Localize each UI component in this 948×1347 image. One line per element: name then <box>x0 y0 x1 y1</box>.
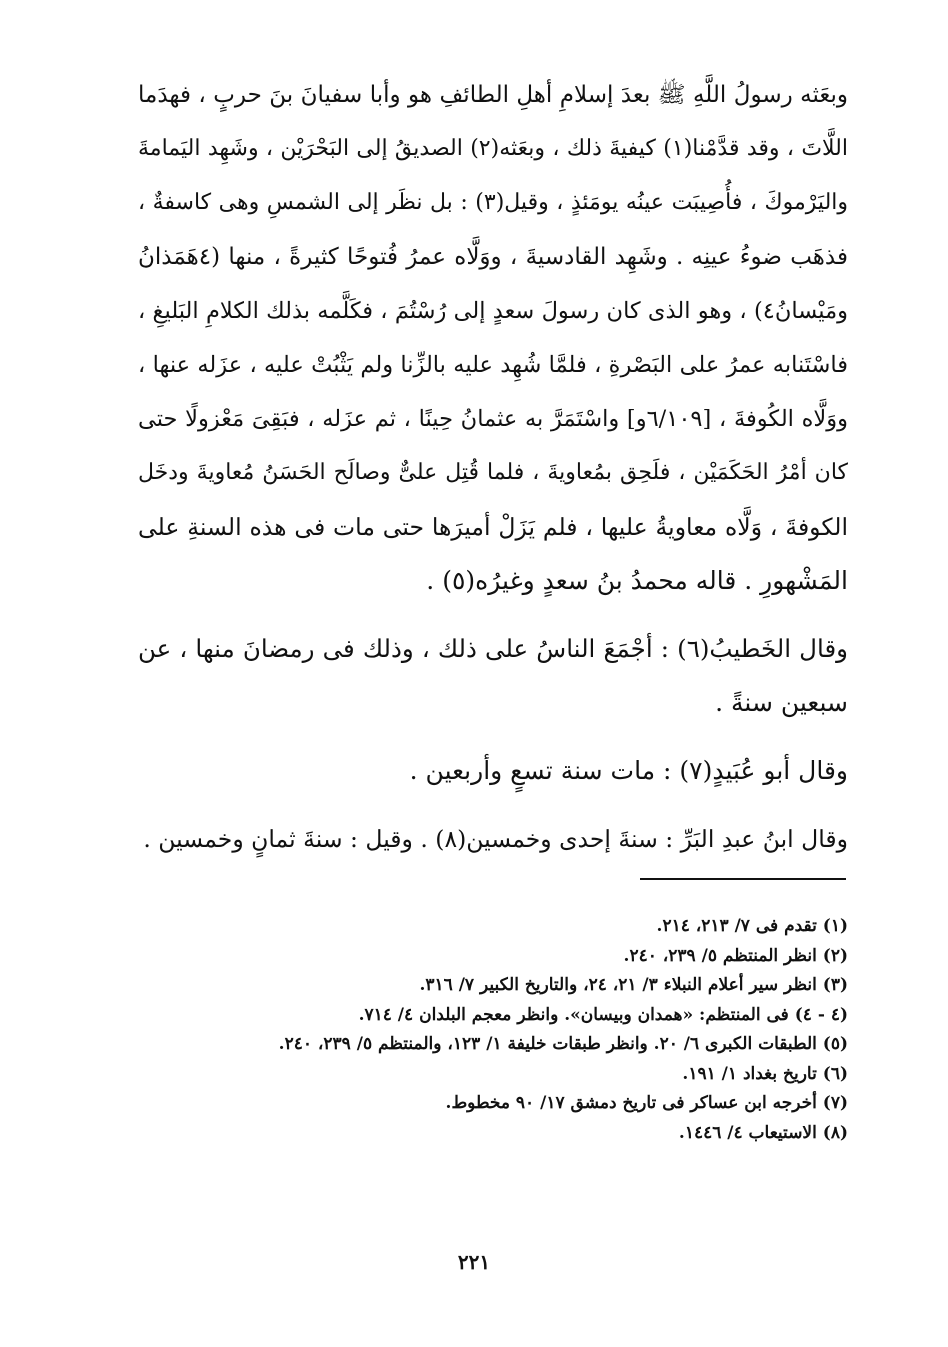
paragraph-gap <box>138 730 848 744</box>
text-line: واليَرْموكَ ، فأُصِيبَت عينُه يومَئذٍ ، وقيل(٣) : بل نظَر إلى الشمسِ وهى كاسفةٌ ، <box>138 190 848 215</box>
footnote: (٢) انظر المنتظم ٥/ ٢٣٩، ٢٤٠. <box>623 945 848 966</box>
page-number: ٢٢١ <box>457 1250 491 1274</box>
footnote: (٤ - ٤) فى المنتظم: «همدان وبيسان». وانظر معجم البلدان ٤/ ٧١٤. <box>358 1004 848 1025</box>
paragraph-gap <box>138 798 848 812</box>
text-line: سبعين سنةً . <box>715 688 848 717</box>
text-line: فذهَب ضوءُ عينِه . وشَهِد القادسيةَ ، ووَلَّاه عمرُ فُتوحًا كثيرةً ، منها (٤هَمَذانُ <box>138 244 848 270</box>
text-line: وقال ابنُ عبدِ البَرِّ : سنةَ إحدى وخمسين(٨) . وقيل : سنةَ ثمانٍ وخمسين . <box>143 825 848 853</box>
footnotes <box>180 912 848 1148</box>
text-line: وقال الخَطيبُ(٦) : أجْمَعَ الناسُ على ذلك ، وذلك فى رمضانَ منها ، عن <box>138 634 848 663</box>
footnote: (١) تقدم فى ٧/ ٢١٣، ٢١٤. <box>656 916 848 936</box>
text-line: وبعَثه رسولُ اللَّهِ ﷺ بعدَ إسلامِ أهلِ الطائفِ هو وأبا سفيانَ بنَ حربٍ ، فهدَما <box>138 82 848 108</box>
footnote-separator <box>640 878 846 880</box>
text-line: المَشْهورِ . قاله محمدُ بنُ سعدٍ وغيرُه(٥) . <box>426 566 848 595</box>
text-line: اللَّاتَ ، وقد قدَّمْنا(١) كيفيةَ ذلك ، وبعَثه(٢) الصديقُ إلى البَحْرَيْن ، وشَهِد اليَمامةَ <box>138 136 848 161</box>
footnote: (٦) تاريخ بغداد ١/ ١٩١. <box>682 1063 848 1084</box>
main-text <box>138 68 848 866</box>
footnote: (٣) انظر سير أعلام النبلاء ٣/ ٢١، ٢٤، والتاريخ الكبير ٧/ ٣١٦. <box>419 975 848 995</box>
text-line: وقال أبو عُبَيدٍ(٧) : مات سنة تسعٍ وأربعين . <box>409 756 848 785</box>
text-line: الكوفةَ ، وَلَّاه معاويةُ عليها ، فلم يَزَلْ أميرَها حتى مات فى هذه السنةِ على <box>138 513 848 541</box>
text-line: ومَيْسانُ٤) ، وهو الذى كان رسولَ سعدٍ إلى رُسْتُمَ ، فكَلَّمه بذلك الكلامِ البَليغِ ، <box>138 298 848 324</box>
footnote: (٧) أخرجه ابن عساكر فى تاريخ دمشق ١٧/ ٩٠ مخطوط. <box>445 1093 848 1113</box>
text-line: ووَلَّاه الكُوفةَ ، [٦/١٠٩و] واسْتَمَرَّ به عثمانُ حِينًا ، ثم عزَله ، فبَقِىَ مَعْزولًا حتى <box>138 406 848 432</box>
footnote: (٨) الاستيعاب ٤/ ١٤٤٦. <box>678 1122 848 1143</box>
footnote: (٥) الطبقات الكبرى ٦/ ٢٠. وانظر طبقات خليفة ١/ ١٢٣، والمنتظم ٥/ ٢٣٩، ٢٤٠. <box>278 1034 848 1054</box>
paragraph-gap <box>138 608 848 622</box>
text-line: كان أمْرُ الحَكَمَيْن ، فلَحِق بمُعاويةَ ، فلما قُتِل علىٌّ وصالَح الحَسَنُ مُعاويةَ ودخَل <box>138 460 848 485</box>
text-line: فاسْتَنابه عمرُ على البَصْرةِ ، فلمَّا شُهِد عليه بالزِّنا ولم يَثْبُتْ عليه ، عزَله عنها ، <box>138 352 848 378</box>
